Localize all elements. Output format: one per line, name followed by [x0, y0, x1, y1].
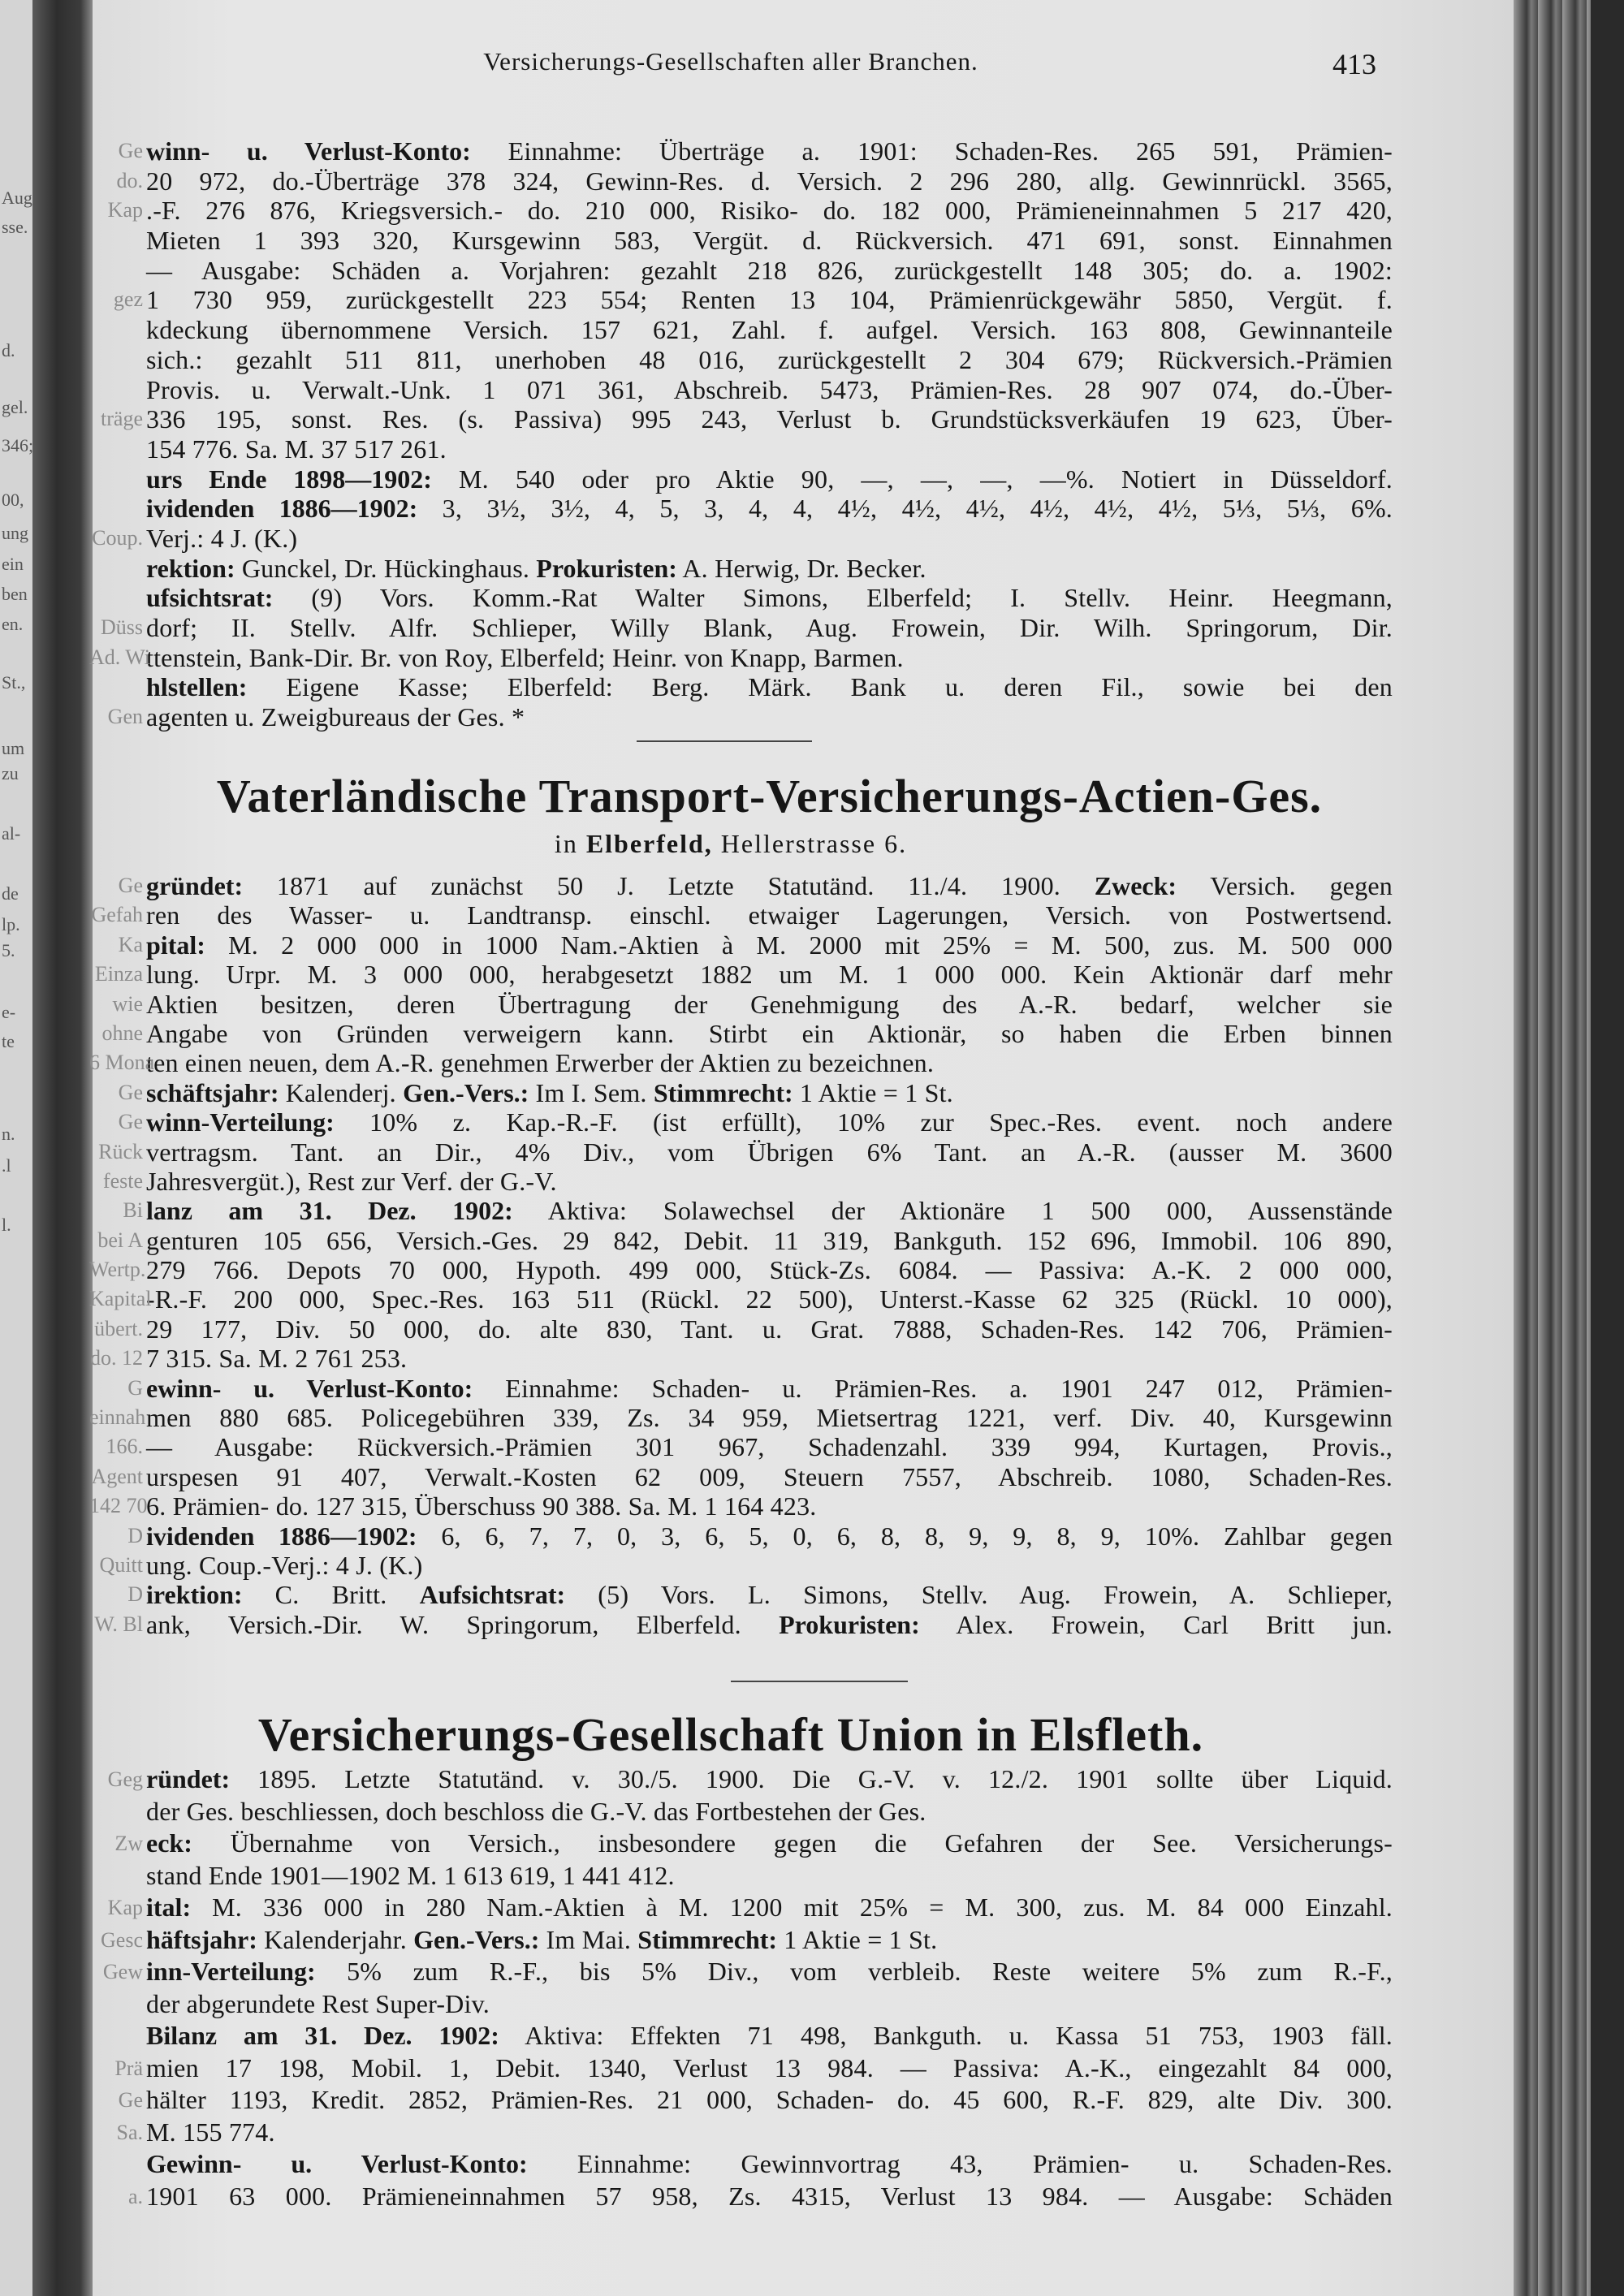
field-text: .-F. 276 876, Kriegsversich.- do. 210 000, Risiko- do. 182 000, Prämieneinnahmen 5 217 420, [146, 196, 1393, 226]
cut-off-line-start: Geg [107, 1767, 143, 1791]
text-line-row [123, 1196, 1393, 1226]
text-line-row [146, 434, 1393, 464]
field-text: Verj.: 4 J. (K.) [146, 523, 298, 553]
cut-off-line-start: übert. [94, 1316, 143, 1340]
cut-off-line-start: do. [116, 168, 143, 192]
text-line [146, 166, 1393, 196]
margin-note: gel. [2, 397, 28, 417]
text-line [146, 256, 1393, 286]
field-text: Kalenderj. [279, 1077, 404, 1107]
field-label: Gen.-Vers.: [413, 1924, 540, 1954]
margin-note: en. [2, 614, 24, 634]
text-line [146, 930, 1393, 960]
field-text: 1895. Letzte Statutänd. v. 30./5. 1900. Die G.-V. v. 12./2. 1901 sollte über Liquid. [230, 1764, 1393, 1793]
cut-off-line-start: Bi [123, 1198, 143, 1223]
field-label: eck: [146, 1828, 192, 1858]
text-line-row [146, 315, 1393, 345]
text-line-row [118, 1107, 1393, 1137]
text-line [146, 1019, 1393, 1048]
text-line [146, 2052, 1393, 2085]
field-label: Gewinn- u. Verlust-Konto: [146, 2149, 528, 2178]
field-text: 1 730 959, zurückgestellt 223 554; Renten 13 104, Prämienrückgewähr 5850, Vergüt. f. [146, 285, 1393, 315]
text-line [146, 1521, 1393, 1551]
margin-note: 5. [2, 940, 15, 960]
cut-off-line-start: Ge [118, 1080, 143, 1104]
field-text: Kalenderjahr. [257, 1924, 414, 1954]
divider [731, 1681, 908, 1682]
field-text: dorf; II. Stellv. Alfr. Schlieper, Willy Blank, Aug. Frowein, Dir. Wilh. Springorum, Dir. [146, 613, 1393, 642]
cut-off-line-start: W. Bl [94, 1612, 143, 1636]
text-line [146, 1892, 1393, 1924]
text-line-row [89, 642, 1393, 673]
field-text: Angabe von Gründen verweigern kann. Stirbt ein Aktionär, so haben die Erben binnen [146, 1018, 1393, 1048]
text-line-row [127, 2181, 1393, 2213]
margin-note: ben [2, 584, 28, 604]
cut-off-line-start: Rück [98, 1139, 143, 1163]
entry-text-block [89, 871, 1393, 1639]
dark-gutter-strip [32, 0, 93, 2296]
location-city: Elberfeld, [585, 829, 713, 858]
cut-off-line-start: Ad. Wi [89, 645, 151, 669]
cut-off-line-start: ohne [102, 1021, 143, 1045]
cut-off-line-start: Gew [102, 1960, 143, 1983]
field-text: 336 195, sonst. Res. (s. Passiva) 995 243, Verlust b. Grundstücksverkäufen 19 623, Über- [146, 404, 1393, 434]
text-line [146, 1860, 1393, 1892]
field-text: A. Herwig, Dr. Becker. [676, 553, 926, 583]
field-label: pital: [146, 930, 205, 960]
text-line [146, 1610, 1393, 1639]
field-label: Bilanz am 31. Dez. 1902: [146, 2021, 499, 2050]
text-line [146, 554, 1393, 584]
field-text: M. 2 000 000 in 1000 Nam.-Aktien à M. 2000 mit 25% = M. 500, zus. M. 500 000 [205, 930, 1393, 960]
field-text: sich.: gezahlt 511 811, unerhoben 48 016, zurückgestellt 2 304 679; Rückversich.-Prämien [146, 344, 1393, 374]
margin-note: te [2, 1031, 15, 1051]
field-text: agenten u. Zweigbureaus der Ges. * [146, 702, 525, 732]
text-line [146, 464, 1393, 494]
text-line-row [127, 1521, 1393, 1551]
field-text: Alex. Frowein, Carl Britt jun. [919, 1609, 1393, 1639]
field-text: mien 17 198, Mobil. 1, Debit. 1340, Verlust 13 984. — Passiva: A.-K., eingezahlt 84 000, [146, 2052, 1393, 2082]
field-text: der abgerundete Rest Super-Div. [146, 1988, 490, 2018]
text-line [146, 1048, 1393, 1077]
field-text: 1901 63 000. Prämieneinnahmen 57 958, Zs. 4315, Verlust 13 984. — Ausgabe: Schäden [146, 2181, 1393, 2211]
field-text: Gunckel, Dr. Hückinghaus. [235, 553, 537, 583]
text-line-row [114, 1828, 1393, 1860]
cut-off-line-start: Gesc [101, 1927, 143, 1952]
text-line [146, 2117, 1393, 2149]
text-line-row [146, 554, 1393, 584]
text-line-row [99, 1550, 1393, 1580]
page-header [146, 47, 1393, 80]
cut-off-line-start: Ka [118, 932, 143, 956]
cut-off-line-start: Coup. [92, 525, 143, 550]
cut-off-line-start: träge [101, 407, 143, 431]
text-line [146, 1763, 1393, 1796]
text-line-row [146, 1796, 1393, 1828]
margin-note: sse. [2, 217, 28, 237]
text-line-row [113, 285, 1393, 315]
field-text: (9) Vors. Komm.-Rat Walter Simons, Elberfeld; I. Stellv. Heinr. Heegmann, [273, 583, 1393, 613]
margin-note: zu [2, 763, 19, 783]
field-text: 1 Aktie = 1 St. [777, 1924, 938, 1954]
field-text: -R.-F. 200 000, Spec.-Res. 163 511 (Rückl. 22 500), Unterst.-Kasse 62 325 (Rückl. 10 000), [146, 1284, 1393, 1314]
cut-off-line-start: gez [113, 287, 143, 312]
field-text: 6, 6, 7, 7, 0, 3, 6, 5, 0, 6, 8, 8, 9, 9, 8, 9, 10%. Zahlbar gegen [417, 1521, 1393, 1551]
field-text: der Ges. beschliessen, doch beschloss die G.-V. das Fortbestehen der Ges. [146, 1796, 926, 1826]
text-line-row [102, 1166, 1393, 1196]
text-line-row [107, 1892, 1393, 1924]
entry-text-block [89, 136, 1393, 732]
text-line [146, 285, 1393, 315]
field-text: Im Mai. [539, 1924, 638, 1954]
text-line [146, 2148, 1393, 2181]
field-label: schäftsjahr: [146, 1077, 279, 1107]
field-text: 29 177, Div. 50 000, do. alte 830, Tant. u. Grat. 7888, Schaden-Res. 142 706, Prämien- [146, 1314, 1393, 1344]
field-text: 5% zum R.-F., bis 5% Div., vom verbleib. Reste weitere 5% zum R.-F., [315, 1957, 1393, 1986]
cut-off-line-start: Kapital [89, 1287, 152, 1311]
field-label: ital: [146, 1892, 192, 1922]
field-label: rektion: [146, 553, 235, 583]
field-label: ividenden 1886—1902: [146, 494, 418, 524]
text-line [146, 702, 1393, 732]
cut-off-line-start: bei A [97, 1228, 143, 1252]
text-line-row [146, 226, 1393, 256]
location-address: Hellerstrasse 6. [712, 829, 908, 858]
text-line-row [89, 1048, 1393, 1078]
text-line-row [146, 1860, 1393, 1892]
text-line-row [127, 1373, 1393, 1403]
margin-note: d. [2, 340, 15, 360]
cut-off-line-start: Quitt [99, 1552, 143, 1577]
field-text: Im I. Sem. [529, 1077, 654, 1107]
field-label: lanz am 31. Dez. 1902: [146, 1196, 513, 1226]
text-line [146, 2084, 1393, 2117]
field-label: Gen.-Vers.: [403, 1077, 529, 1107]
text-line [146, 1196, 1393, 1225]
text-line-row [101, 404, 1393, 434]
text-line [146, 196, 1393, 226]
page-number: 413 [1332, 48, 1376, 80]
text-line-row [116, 166, 1393, 196]
field-label: winn-Verteilung: [146, 1107, 335, 1137]
field-text: Aktiva: Solawechsel der Aktionäre 1 500 000, Aussenstände [512, 1196, 1393, 1226]
margin-note: St., [2, 672, 26, 693]
text-line [146, 345, 1393, 375]
text-line-row [90, 1344, 1393, 1374]
margin-note: ein [2, 554, 24, 574]
text-line [146, 1344, 1393, 1373]
field-text: men 880 685. Policegebühren 339, Zs. 34 959, Mietsertrag 1221, verf. Div. 40, Kursgewinn [146, 1403, 1393, 1433]
text-line-row [91, 1461, 1393, 1491]
field-label: häftsjahr: [146, 1924, 257, 1954]
divider [637, 740, 812, 742]
field-text: C. Britt. [242, 1580, 420, 1610]
text-line [146, 1374, 1393, 1403]
field-label: Stimmrecht: [637, 1924, 778, 1954]
cut-off-line-start: wie [112, 991, 143, 1016]
margin-note: lp. [2, 914, 20, 934]
margin-note: um [2, 738, 25, 758]
field-text: ttenstein, Bank-Dir. Br. von Roy, Elberfeld; Heinr. von Knapp, Barmen. [146, 642, 904, 672]
margin-note: al- [2, 823, 21, 844]
field-text: ank, Versich.-Dir. W. Springorum, Elberfeld. [146, 1609, 780, 1639]
text-line-row [94, 1609, 1393, 1639]
running-title: Versicherungs-Gesellschaften aller Branchen. [483, 47, 978, 76]
text-line [146, 1580, 1393, 1609]
text-line-row [89, 1491, 1393, 1521]
field-text: 3, 3½, 3½, 4, 5, 3, 4, 4, 4½, 4½, 4½, 4½, 4½, 4½, 5⅓, 5⅓, 6%. [417, 494, 1393, 524]
cut-off-line-start: Gen [107, 705, 143, 729]
text-line [146, 960, 1393, 989]
field-text: M. 336 000 in 280 Nam.-Aktien à M. 1200 mit 25% = M. 300, zus. M. 84 000 Einzahl. [191, 1892, 1393, 1922]
margin-note: ung [2, 523, 28, 543]
cut-off-line-start: Einza [94, 962, 143, 986]
field-text: hälter 1193, Kredit. 2852, Prämien-Res. 21 000, Schaden- do. 45 600, R.-F. 829, alte Div. 300. [146, 2085, 1393, 2114]
cut-off-line-start: a. [127, 2184, 143, 2208]
cut-off-line-start: Prä [114, 2056, 143, 2080]
text-line-row [91, 900, 1393, 930]
margin-note: .l [2, 1155, 11, 1176]
field-label: Aufsichtsrat: [419, 1580, 566, 1610]
cut-off-line-start: Sa. [116, 2120, 143, 2144]
cut-off-line-start: D [127, 1582, 143, 1607]
text-line-row [146, 345, 1393, 375]
text-line-row [102, 1018, 1393, 1048]
field-text: Versich. gegen [1177, 871, 1393, 900]
field-text: 20 972, do.-Überträge 378 324, Gewinn-Res. d. Versich. 2 296 280, allg. Gewinnrückl. 3565, [146, 166, 1393, 196]
text-line-row [94, 1314, 1393, 1344]
field-text: Einnahme: Gewinnvortrag 43, Prämien- u. Schaden-Res. [527, 2149, 1393, 2178]
text-line-row [98, 1137, 1393, 1167]
text-line-row [89, 1284, 1393, 1314]
cut-off-line-start: Kap [107, 1896, 143, 1919]
entry-title: Vaterländische Transport-Versicherungs-Actien-Ges. [216, 770, 1323, 822]
text-line [146, 1314, 1393, 1344]
cut-off-line-start: Ge [118, 2088, 143, 2112]
text-line [146, 1551, 1393, 1580]
margin-note: Aug [2, 188, 32, 208]
text-line-row [146, 2148, 1393, 2181]
text-line [146, 1432, 1393, 1461]
field-text: M. 540 oder pro Aktie 90, —, —, —, —%. Notiert in Düsseldorf. [431, 464, 1393, 494]
text-line [146, 1107, 1393, 1137]
field-label: Zweck: [1094, 871, 1177, 900]
cut-off-line-start: 6 Mona [89, 1051, 155, 1075]
field-text: Einnahme: Schaden- u. Prämien-Res. a. 1901 247 012, Prämien- [473, 1373, 1393, 1403]
field-text: (5) Vors. L. Simons, Stellv. Aug. Frowein, A. Schlieper, [565, 1580, 1393, 1610]
cut-off-line-start: Zw [114, 1832, 143, 1855]
field-text: Einnahme: Überträge a. 1901: Schaden-Res. 265 591, Prämien- [470, 136, 1393, 166]
text-line-row [146, 375, 1393, 405]
text-line-row [146, 1988, 1393, 2021]
margin-note: 346; [2, 435, 34, 455]
field-text: Aktien besitzen, deren Übertragung der Genehmigung des A.-R. bedarf, welcher sie [146, 989, 1393, 1019]
text-line [146, 990, 1393, 1019]
field-text: — Ausgabe: Rückversich.-Prämien 301 967, Schadenzahl. 339 994, Kurtagen, Provis., [146, 1432, 1393, 1462]
field-text: 279 766. Depots 70 000, Hypoth. 499 000, Stück-Zs. 6084. — Passiva: A.-K. 2 000 000, [146, 1255, 1393, 1285]
text-line-row [94, 960, 1393, 990]
field-text: M. 155 774. [146, 2117, 275, 2147]
cut-off-line-start: Düss [100, 615, 143, 639]
cut-off-line-start: 166. [106, 1435, 143, 1459]
field-text: Provis. u. Verwalt.-Unk. 1 071 361, Abschreib. 5473, Prämien-Res. 28 907 074, do.-Über- [146, 374, 1393, 404]
field-label: Prokuristen: [536, 553, 677, 583]
field-text: 7 315. Sa. M. 2 761 253. [146, 1344, 408, 1374]
text-line-row [102, 1956, 1393, 1988]
text-line-row [89, 1255, 1393, 1285]
text-line [146, 1796, 1393, 1828]
margin-note: e- [2, 1002, 16, 1022]
text-line [146, 136, 1393, 166]
cut-off-line-start: 142 70 [89, 1494, 148, 1518]
text-line-row [114, 2052, 1393, 2085]
field-text: 154 776. Sa. M. 37 517 261. [146, 434, 447, 464]
cut-off-line-start: Ge [118, 139, 143, 162]
text-line [146, 315, 1393, 345]
field-label: urs Ende 1898—1902: [146, 464, 432, 494]
text-line-row [97, 1225, 1393, 1255]
field-text: genturen 105 656, Versich.-Ges. 29 842, Debit. 11 319, Bankguth. 152 696, Immobil. 106 890, [146, 1225, 1393, 1255]
field-label: ründet: [146, 1764, 231, 1793]
text-line [146, 375, 1393, 405]
cut-off-line-start: do. 12 [90, 1346, 143, 1370]
field-label: inn-Verteilung: [146, 1957, 316, 1986]
text-line-row [146, 464, 1393, 494]
text-line [146, 1988, 1393, 2021]
text-line [146, 1403, 1393, 1432]
text-line-row [118, 2084, 1393, 2117]
field-label: hlstellen: [146, 672, 248, 702]
field-text: Mieten 1 393 320, Kursgewinn 583, Vergüt. d. Rückversich. 471 691, sonst. Einnahmen [146, 226, 1393, 256]
text-line [146, 2020, 1393, 2052]
field-text: lung. Urpr. M. 3 000 000, herabgesetzt 1882 um M. 1 000 000. Kein Aktionär darf mehr [146, 960, 1393, 990]
text-line [146, 1255, 1393, 1284]
text-line [146, 1226, 1393, 1255]
margin-note: l. [2, 1215, 11, 1235]
text-line-row [118, 930, 1393, 960]
text-line-row [89, 1403, 1393, 1433]
text-line [146, 643, 1393, 673]
text-line [146, 1924, 1393, 1957]
text-line [146, 613, 1393, 643]
field-text: 6. Prämien- do. 127 315, Überschuss 90 388. Sa. M. 1 164 423. [146, 1491, 817, 1521]
text-line [146, 1078, 1393, 1107]
text-line [146, 1462, 1393, 1491]
entry-text-block [101, 1763, 1393, 2212]
field-text: 1 Aktie = 1 St. [793, 1077, 953, 1107]
cut-off-line-start: Ge [118, 1110, 143, 1134]
text-line [146, 404, 1393, 434]
cut-off-line-start: Gefah [91, 903, 143, 927]
margin-note: de [2, 883, 19, 904]
field-text: urspesen 91 407, Verwalt.-Kosten 62 009, Steuern 7557, Abschreib. 1080, Schaden-Res. [146, 1461, 1393, 1491]
cut-off-line-start: G [127, 1375, 143, 1400]
text-line-row [107, 1763, 1393, 1796]
text-line [146, 1491, 1393, 1521]
text-line-row [106, 1432, 1393, 1462]
margin-note: 00, [2, 490, 24, 510]
text-line-row [146, 494, 1393, 524]
text-line-row [92, 523, 1393, 554]
text-line-row [116, 2117, 1393, 2149]
field-text: Jahresvergüt.), Rest zur Verf. der G.-V. [146, 1166, 557, 1196]
text-line [146, 672, 1393, 702]
field-label: Prokuristen: [779, 1609, 920, 1639]
text-line-row [118, 1077, 1393, 1107]
field-label: Stimmrecht: [653, 1077, 793, 1107]
location-prefix: in [554, 829, 586, 858]
field-text: — Ausgabe: Schäden a. Vorjahren: gezahlt 218 826, zurückgestellt 148 305; do. a. 1902: [146, 255, 1393, 285]
text-line-row [146, 583, 1393, 613]
text-line-row [146, 2020, 1393, 2052]
field-text: stand Ende 1901—1902 M. 1 613 619, 1 441 412. [146, 1860, 675, 1890]
field-text: Eigene Kasse; Elberfeld: Berg. Märk. Bank u. deren Fil., sowie bei den [247, 672, 1393, 702]
text-line [146, 434, 1393, 464]
text-line-row [118, 136, 1393, 166]
text-line-row [101, 1924, 1393, 1957]
field-text: 10% z. Kap.-R.-F. (ist erfüllt), 10% zur Spec.-Res. event. noch andere [334, 1107, 1393, 1137]
cut-off-line-start: D [127, 1523, 143, 1547]
text-line [146, 226, 1393, 256]
text-line-row [146, 672, 1393, 702]
cut-off-line-start: feste [102, 1168, 143, 1193]
text-line [146, 1284, 1393, 1314]
text-line [146, 2181, 1393, 2213]
text-line [146, 494, 1393, 524]
text-line [146, 1828, 1393, 1860]
book-binding [1514, 0, 1624, 2296]
cut-off-line-start: einnah [89, 1405, 146, 1430]
field-text: kdeckung übernommene Versich. 157 621, Zahl. f. aufgel. Versich. 163 808, Gewinnanteile [146, 315, 1393, 345]
field-text: ren des Wasser- u. Landtransp. einschl. etwaiger Lagerungen, Versich. von Postwertsend. [146, 900, 1393, 930]
cut-off-line-start: Kap [107, 198, 143, 222]
text-line [146, 1167, 1393, 1196]
cut-off-line-start: Wertp. [89, 1258, 146, 1282]
field-label: ividenden 1886—1902: [146, 1521, 417, 1551]
text-line-row [146, 256, 1393, 286]
text-line-row [100, 613, 1393, 643]
cut-off-line-start: Agent [91, 1464, 143, 1488]
field-text: Übernahme von Versich., insbesondere gegen die Gefahren der See. Versicherungs- [192, 1828, 1393, 1858]
field-label: winn- u. Verlust-Konto: [146, 136, 471, 166]
text-line-row [118, 871, 1393, 900]
field-text: Aktiva: Effekten 71 498, Bankguth. u. Kassa 51 753, 1903 fäll. [499, 2021, 1393, 2050]
entry-location [146, 828, 1315, 859]
field-label: ewinn- u. Verlust-Konto: [146, 1373, 473, 1403]
text-line-row [112, 989, 1393, 1019]
text-line [146, 1956, 1393, 1988]
field-text: ung. Coup.-Verj.: 4 J. (K.) [146, 1550, 423, 1580]
field-label: ufsichtsrat: [146, 583, 274, 613]
text-line [146, 583, 1393, 613]
text-line-row [107, 702, 1393, 732]
field-label: gründet: [146, 871, 244, 900]
text-line [146, 524, 1393, 554]
entry-title: Versicherungs-Gesellschaft Union in Elsfleth. [257, 1708, 1204, 1761]
field-label: irektion: [146, 1580, 243, 1610]
field-text: ten einen neuen, dem A.-R. genehmen Erwerber der Aktien zu bezeichnen. [146, 1048, 935, 1078]
text-line [146, 871, 1393, 900]
margin-note: n. [2, 1124, 15, 1144]
field-text: vertragsm. Tant. an Dir., 4% Div., vom Übrigen 6% Tant. an A.-R. (ausser M. 3600 [146, 1137, 1393, 1167]
text-line [146, 1137, 1393, 1167]
text-line [146, 900, 1393, 930]
field-text: 1871 auf zunächst 50 J. Letzte Statutänd. 11./4. 1900. [243, 871, 1095, 900]
cut-off-line-start: Ge [118, 874, 143, 897]
text-line-row [107, 196, 1393, 226]
text-line-row [127, 1580, 1393, 1610]
